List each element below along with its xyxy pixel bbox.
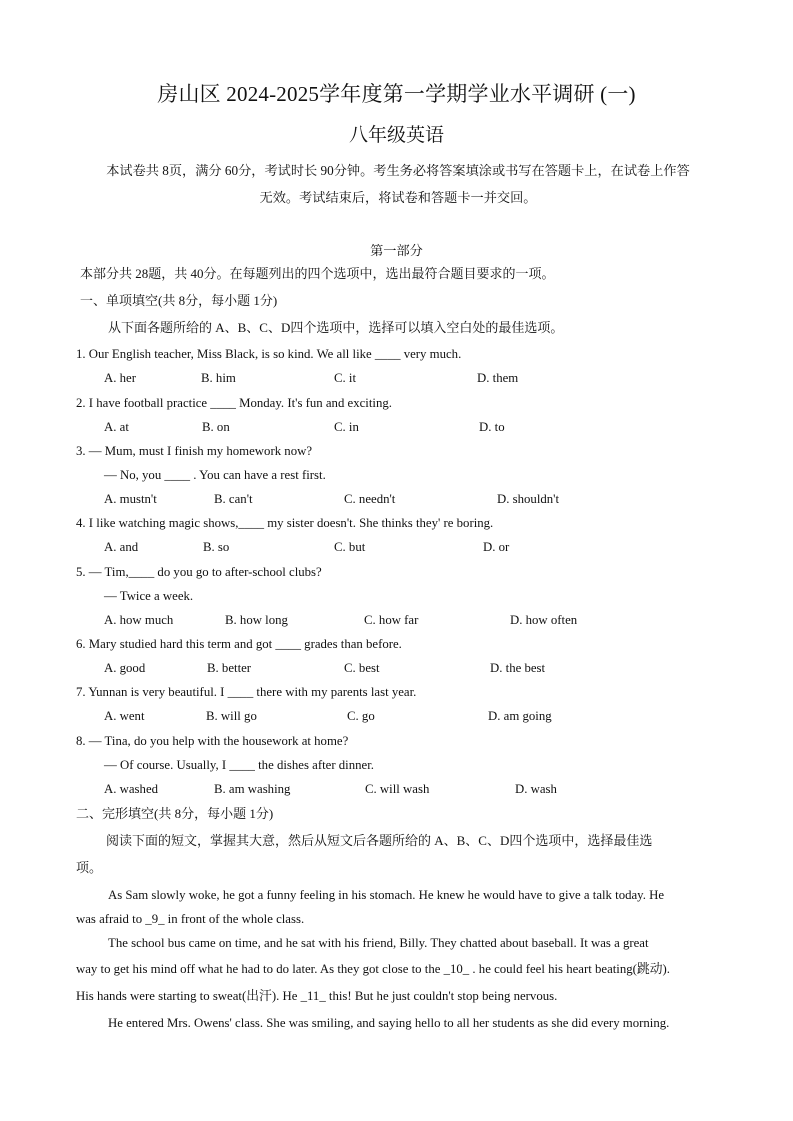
section-instruction: 从下面各题所给的 A、B、C、D四个选项中，选择可以填入空白处的最佳选项。 (108, 320, 564, 335)
passage-line-4: way to get his mind off what he had to do later. As they got close to the _10_ . he could feel his heart beating(跳动). (76, 962, 670, 976)
passage-line-1: As Sam slowly woke, he got a funny feeling in his stomach. He knew he would have to give a talk today. He (108, 888, 665, 902)
question-3-stem: 3. — Mum, must I finish my homework now? (76, 444, 313, 458)
passage-line-6: He entered Mrs. Owens' class. She was smiling, and saying hello to all her students as she did every morning. (108, 1016, 670, 1030)
question-8-option-b: B. am washing (214, 782, 291, 796)
question-4-option-a: A. and (104, 540, 139, 554)
exam-subtitle: 八年级英语 (348, 125, 444, 146)
question-1-option-d: D. them (477, 371, 519, 385)
question-5-option-d: D. how often (510, 613, 578, 627)
question-7-option-d: D. am going (488, 709, 552, 723)
question-7-option-a: A. went (104, 709, 145, 723)
question-1-option-b: B. him (201, 371, 236, 385)
passage-line-5: His hands were starting to sweat(出汗). He _11_ this! But he just couldn't stop being nervous. (76, 989, 558, 1003)
question-5-reply: — Twice a week. (104, 589, 194, 603)
section-2-instruction-line-2: 项。 (76, 860, 103, 875)
passage-line-3: The school bus came on time, and he sat with his friend, Billy. They chatted about baseball. It was a great (108, 936, 649, 950)
question-6-option-a: A. good (104, 661, 146, 675)
question-1-option-c: C. it (334, 371, 357, 385)
question-7-stem: 7. Yunnan is very beautiful. I ____ there with my parents last year. (76, 685, 417, 699)
question-1-option-a: A. her (104, 371, 136, 385)
question-8-option-c: C. will wash (365, 782, 430, 796)
question-2-option-d: D. to (479, 420, 505, 434)
question-2-option-a: A. at (104, 420, 129, 434)
question-5-option-c: C. how far (364, 613, 419, 627)
question-5-option-b: B. how long (225, 613, 288, 627)
question-8-option-a: A. washed (104, 782, 159, 796)
exam-notice-line-1: 本试卷共 8页，满分 60分，考试时长 90分钟。考生务必将答案填涂或书写在答题卡上，在试卷上作答 (106, 163, 690, 178)
question-4-option-b: B. so (203, 540, 230, 554)
question-5-stem: 5. — Tim,____ do you go to after-school clubs? (76, 565, 322, 579)
question-7-option-c: C. go (347, 709, 375, 723)
question-6-stem: 6. Mary studied hard this term and got ____ grades than before. (76, 637, 402, 651)
question-5-option-a: A. how much (104, 613, 174, 627)
question-8-reply: — Of course. Usually, I ____ the dishes after dinner. (104, 758, 374, 772)
question-3-option-a: A. mustn't (104, 492, 157, 506)
part-intro: 本部分共 28题，共 40分。在每题列出的四个选项中，选出最符合题目要求的一项。 (80, 266, 555, 281)
question-6-option-d: D. the best (490, 661, 546, 675)
question-7-option-b: B. will go (206, 709, 257, 723)
question-4-option-d: D. or (483, 540, 510, 554)
question-6-option-b: B. better (207, 661, 252, 675)
question-3-option-d: D. shouldn't (497, 492, 560, 506)
passage-line-2: was afraid to _9_ in front of the whole class. (76, 912, 305, 926)
question-2-option-b: B. on (202, 420, 230, 434)
section-2-instruction-line-1: 阅读下面的短文，掌握其大意，然后从短文后各题所给的 A、B、C、D四个选项中，选择最佳选 (106, 833, 653, 848)
question-3-reply: — No, you ____ . You can have a rest first. (104, 468, 326, 482)
section-2-heading: 二、完形填空(共 8分，每小题 1分) (76, 806, 274, 821)
question-8-stem: 8. — Tina, do you help with the housework at home? (76, 734, 349, 748)
question-2-stem: 2. I have football practice ____ Monday. It's fun and exciting. (76, 396, 392, 410)
question-4-option-c: C. but (334, 540, 366, 554)
part-title: 第一部分 (370, 243, 423, 258)
question-6-option-c: C. best (344, 661, 380, 675)
question-1-stem: 1. Our English teacher, Miss Black, is so kind. We all like ____ very much. (76, 347, 462, 361)
exam-notice-line-2: 无效。考试结束后，将试卷和答题卡一并交回。 (259, 190, 537, 205)
section-heading: 一、单项填空(共 8分，每小题 1分) (80, 293, 278, 308)
question-2-option-c: C. in (334, 420, 359, 434)
question-3-option-b: B. can't (214, 492, 253, 506)
question-3-option-c: C. needn't (344, 492, 396, 506)
question-4-stem: 4. I like watching magic shows,____ my sister doesn't. She thinks they' re boring. (76, 516, 494, 530)
exam-title: 房山区 2024-2025学年度第一学期学业水平调研 (一) (157, 82, 636, 106)
question-8-option-d: D. wash (515, 782, 557, 796)
